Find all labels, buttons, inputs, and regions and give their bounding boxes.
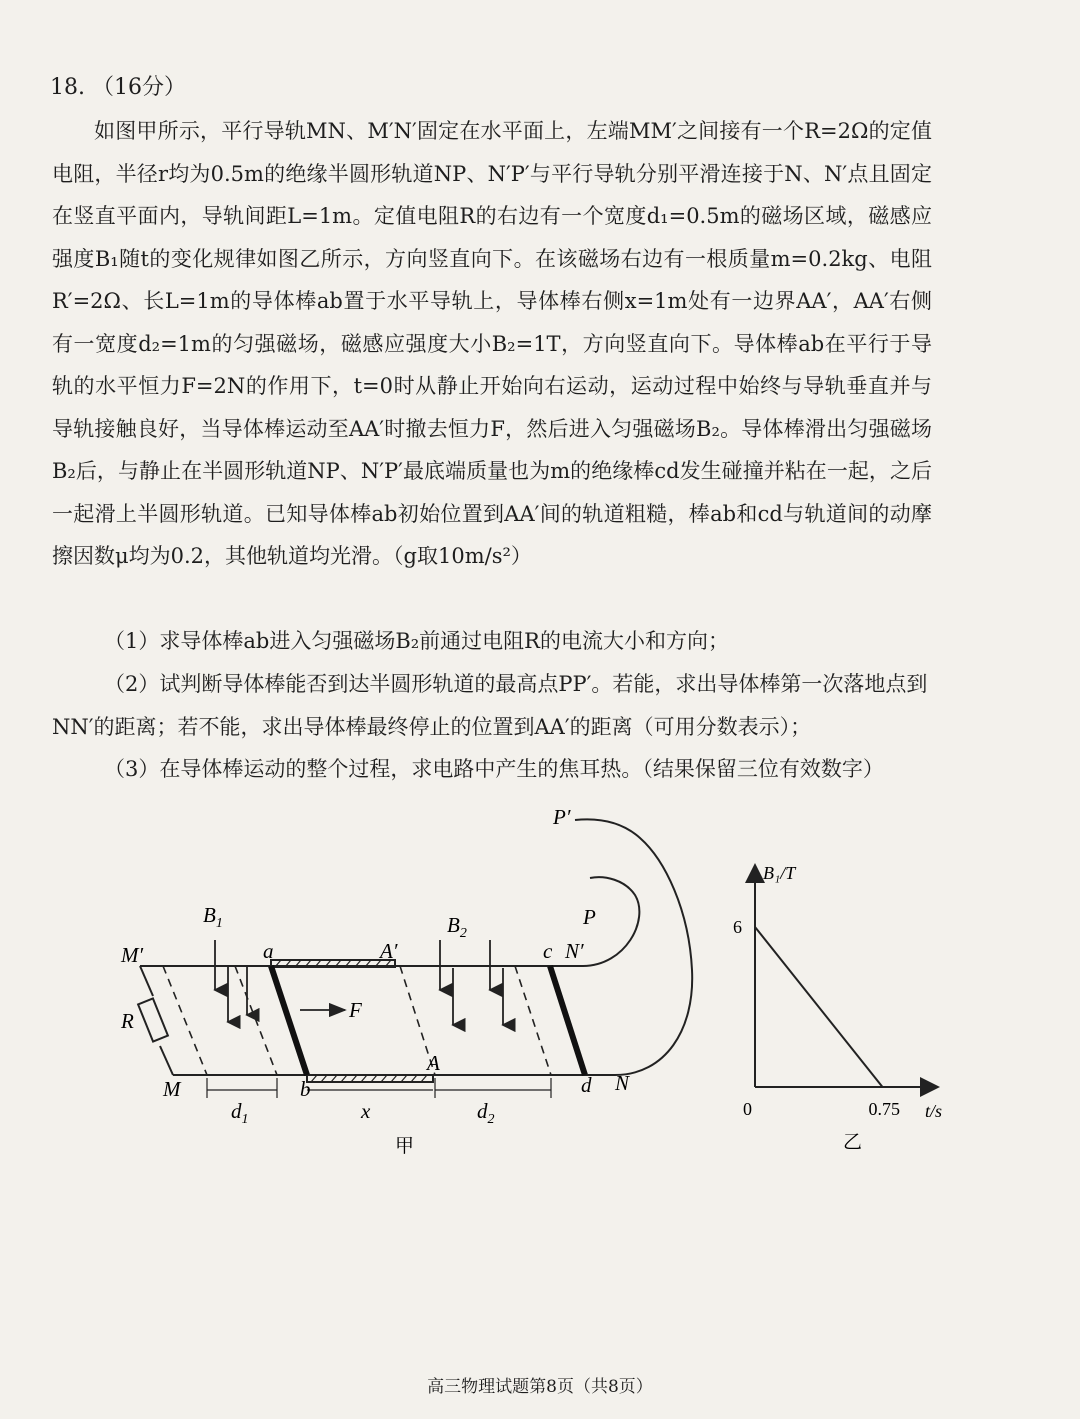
rod-cd <box>550 966 585 1075</box>
label-P: P <box>583 905 596 929</box>
resistor-R <box>138 998 168 1041</box>
label-d1: $d_1$ <box>231 1099 249 1127</box>
x-tick-label: 0.75 <box>868 1099 900 1119</box>
label-N-prime: N′ <box>565 939 584 963</box>
b1-line <box>755 927 883 1087</box>
label-d: d <box>581 1073 592 1097</box>
origin-label: 0 <box>743 1099 752 1119</box>
label-A-prime: A′ <box>380 939 398 963</box>
label-F: F <box>349 998 362 1022</box>
sub-question-3: （3）在导体棒运动的整个过程，求电路中产生的焦耳热。（结果保留三位有效数字） <box>104 757 884 781</box>
label-M: M <box>163 1077 181 1101</box>
label-b: b <box>300 1077 311 1101</box>
question-points: （16分） <box>92 75 186 100</box>
label-a: a <box>263 939 274 963</box>
question-header <box>50 70 186 101</box>
figure-b-chart <box>715 855 965 1165</box>
sub-question-2: （2）试判断导体棒能否到达半圆形轨道的最高点PP′。若能，求出导体棒第一次落地点到NN′的距离；若不能，求出导体棒最终停止的位置到AA′的距离（可用分数表示）； <box>52 672 928 739</box>
label-B1: $B_1$ <box>203 903 223 931</box>
question-number: 18. <box>50 75 85 100</box>
label-M-prime: M′ <box>121 943 144 967</box>
y-axis-label: B₁/T <box>763 863 796 883</box>
x-axis-label: t/s <box>925 1101 943 1121</box>
label-A: A <box>427 1051 440 1075</box>
label-B2: $B_2$ <box>447 913 467 941</box>
figure-b-caption: 乙 <box>843 1132 863 1153</box>
label-P-prime: P′ <box>553 805 571 829</box>
figure-a-caption: 甲 <box>395 1136 415 1157</box>
track-N-P-prime <box>575 819 692 1075</box>
figure-a-diagram <box>95 800 705 1165</box>
label-c: c <box>543 939 553 963</box>
y-tick-label: 6 <box>733 917 742 937</box>
rod-ab <box>271 966 307 1075</box>
label-R: R <box>121 1009 134 1033</box>
sub-question-1: （1）求导体棒ab进入匀强磁场B₂前通过电阻R的电流大小和方向； <box>104 629 729 653</box>
page-footer: 高三物理试题第8页（共8页） <box>427 1377 653 1397</box>
label-N: N <box>615 1071 630 1095</box>
question-body: 如图甲所示，平行导轨MN、M′N′固定在水平面上，左端MM′之间接有一个R=2Ω的定值电阻，半径r均为0.5m的绝缘半圆形轨道NP、N′P′与平行导轨分别平滑连接于N、N′点且固定在竖直平面内，导轨间距L=1m。定值电阻R的右边有一个宽度d₁=0.5m的磁场区域，磁感应强度B₁随t的变化规律如图乙所示，方向竖直向下。在该磁场右边有一根质量m=0.2kg、电阻R′=2Ω、长L=1m的导体棒ab置于水平导轨上，导体棒右侧x=1m处有一边界AA′，AA′右侧有一宽度d₂=1m的匀强磁场，磁感应强度大小B₂=1T，方向竖直向下。导体棒ab在平行于导轨的水平恒力F=2N的作用下，t=0时从静止开始向右运动，运动过程中始终与导轨垂直并与导轨接触良好，当导体棒运动至AA′时撤去恒力F，然后进入匀强磁场B₂。导体棒滑出匀强磁场B₂后，与静止在半圆形轨道NP、N′P′最底端质量也为m的绝缘棒cd发生碰撞并粘在一起，之后一起滑上半圆形轨道。已知导体棒ab初始位置到AA′间的轨道粗糙，棒ab和cd与轨道间的动摩擦因数μ均为0.2，其他轨道均光滑。（g取10m/s²） <box>52 119 932 568</box>
label-x: x <box>361 1099 371 1123</box>
label-d2: $d_2$ <box>477 1099 495 1127</box>
